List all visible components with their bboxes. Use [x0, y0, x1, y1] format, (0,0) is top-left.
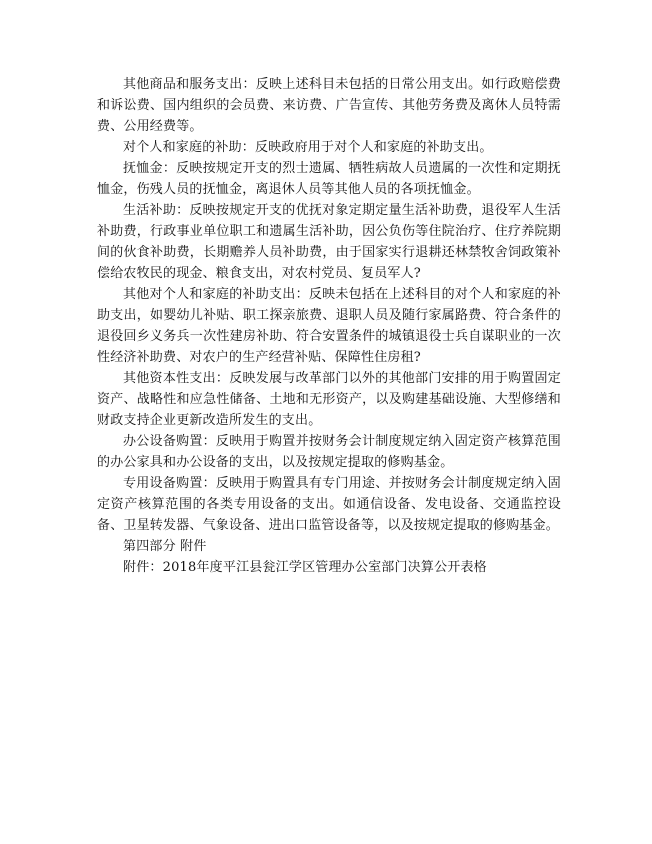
paragraph-other-capital-expenditure: 其他资本性支出：反映发展与改革部门以外的其他部门安排的用于购置固定资产、战略性和应急性储备、土地和无形资产，以及购建基础设施、大型修缮和财政支持企业更新改造所发生的支出。	[97, 371, 561, 428]
paragraph-other-goods-services: 其他商品和服务支出：反映上述科目未包括的日常公用支出。如行政赔偿费和诉讼费、国内组织的会员费、来访费、广告宣传、其他劳务费及离休人员特需费、公用经费等。	[97, 77, 561, 134]
paragraph-special-equipment: 专用设备购置：反映用于购置具有专门用途、并按财务会计制度规定纳入固定资产核算范围的各类专用设备的支出。如通信设备、发电设备、交通监控设备、卫星转发器、气象设备、进出口监管设备等，以及按规定提取的修购基金。	[97, 476, 561, 533]
document-body	[97, 74, 561, 578]
section-heading-part-four: 第四部分 附件	[123, 539, 207, 554]
paragraph-pension: 抚恤金：反映按规定开支的烈士遗属、牺牲病故人员遗属的一次性和定期抚恤金，伤残人员的抚恤金，离退休人员等其他人员的各项抚恤金。	[97, 161, 561, 197]
paragraph-other-individual-subsidy: 其他对个人和家庭的补助支出：反映未包括在上述科目的对个人和家庭的补助支出，如婴幼儿补贴、职工探亲旅费、退职人员及随行家属路费、符合条件的退役回乡义务兵一次性建房补助、符合安置条件的城镇退役士兵自谋职业的一次性经济补助费、对农户的生产经营补贴、保障性住房租?	[97, 287, 561, 365]
paragraph-individual-family-subsidy: 对个人和家庭的补助：反映政府用于对个人和家庭的补助支出。	[123, 140, 493, 155]
attachment-line: 附件：2018年度平江县瓮江学区管理办公室部门决算公开表格	[123, 560, 487, 575]
paragraph-living-subsidy: 生活补助：反映按规定开支的优抚对象定期定量生活补助费，退役军人生活补助费，行政事业单位职工和遗属生活补助，因公负伤等住院治疗、住疗养院期间的伙食补助费，长期赡养人员补助费，由于国家实行退耕还林禁牧舍饲政策补偿给农牧民的现金、粮食支出，对农村党员、复员军人?	[97, 203, 561, 281]
paragraph-office-equipment: 办公设备购置：反映用于购置并按财务会计制度规定纳入固定资产核算范围的办公家具和办公设备的支出，以及按规定提取的修购基金。	[97, 434, 561, 470]
